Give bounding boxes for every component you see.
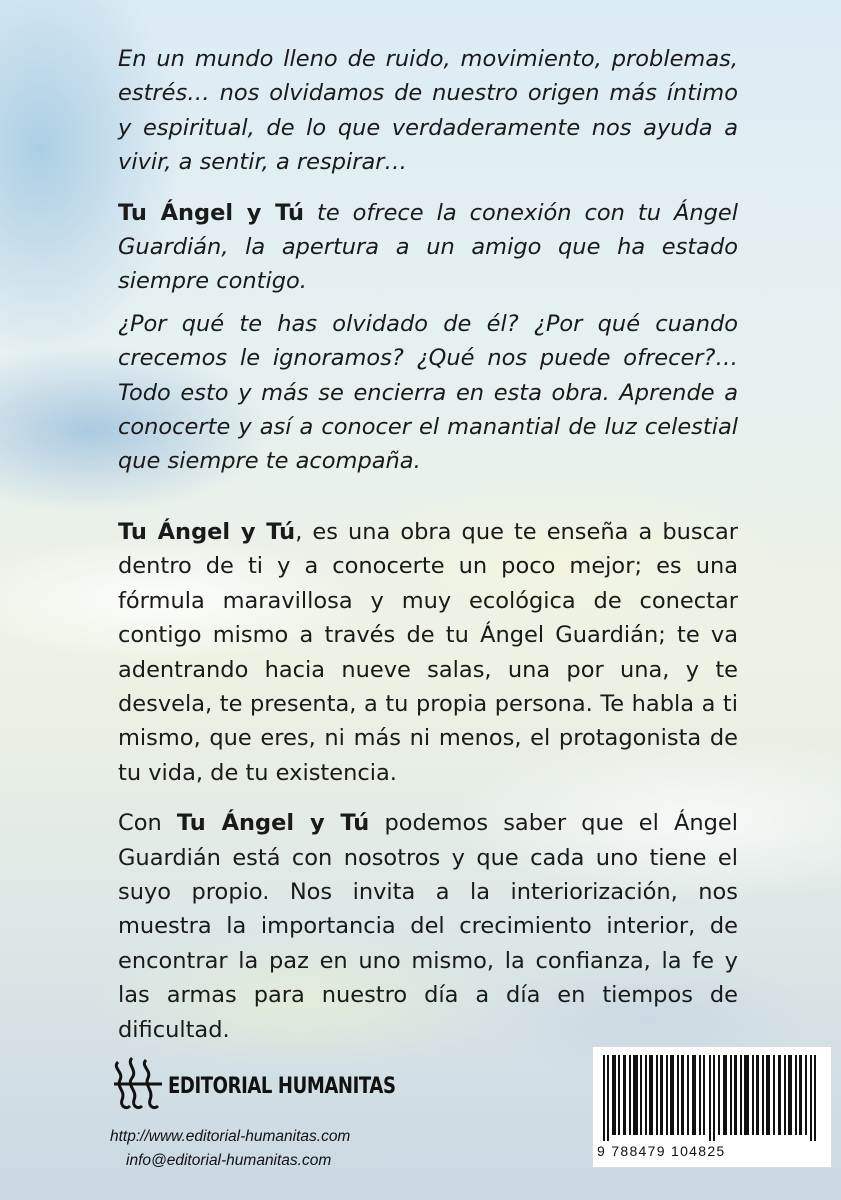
isbn-barcode: [592, 1046, 832, 1168]
offer-text: te ofrece la conexión con tu Ángel Guardián, la apertura a un amigo que ha estado siempre contigo.: [118, 199, 738, 295]
intro-paragraph: En un mundo lleno de ruido, movimiento, problemas, estrés… nos olvidamos de nuestro origen más íntimo y espiritual, de lo que verdaderamente nos ayuda a vivir, a sentir, a respirar…: [118, 46, 738, 176]
book-title: Tu Ángel y Tú: [118, 518, 296, 545]
publisher-email[interactable]: info@editorial-humanitas.com: [126, 1152, 332, 1169]
closing-text: podemos saber que el Ángel Guardián está con nosotros y que cada uno tiene el suyo propio. Nos invita a la interiorización, nos muestra la importancia del crecimiento interior, de encontrar la paz en uno mismo, la confianza, la fe y las armas para nuestro día a día en tiempos de dificultad.: [118, 810, 739, 1043]
closing-start: Con: [118, 810, 177, 837]
isbn-number: 9 788479 104825: [597, 1143, 726, 1159]
publisher-logo: [110, 1052, 396, 1122]
publisher-url[interactable]: http://www.editorial-humanitas.com: [110, 1128, 351, 1145]
closing-paragraph: [118, 806, 738, 1047]
book-title: Tu Ángel y Tú: [176, 810, 370, 837]
back-cover-text: [118, 42, 738, 1047]
description-text: , es una obra que te enseña a buscar dentro de ti y a conocerte un poco mejor; es una fórmula maravillosa y muy ecológica de conectar contigo mismo a través de tu Ángel Guardián; te va adentrando hacia nueve salas, una por una, y te desvela, te presenta, a tu propia persona. Te habla a ti mismo, que eres, ni más ni menos, el protagonista de tu vida, de tu existencia.: [118, 518, 738, 786]
offer-paragraph: [118, 196, 738, 299]
book-title: Tu Ángel y Tú: [118, 199, 304, 226]
description-paragraph: [118, 515, 738, 790]
publisher-name: EDITORIAL HUMANITAS: [168, 1074, 396, 1099]
publisher-emblem-icon: [110, 1054, 166, 1112]
barcode-bars: [603, 1055, 821, 1141]
questions-paragraph: ¿Por qué te has olvidado de él? ¿Por qué cuando crecemos le ignoramos? ¿Qué nos puede ofrecer?… Todo esto y más se encierra en esta obra. Aprende a conocerte y así a conocer el manantial de luz celestial que siempre te acompaña.: [118, 310, 738, 475]
